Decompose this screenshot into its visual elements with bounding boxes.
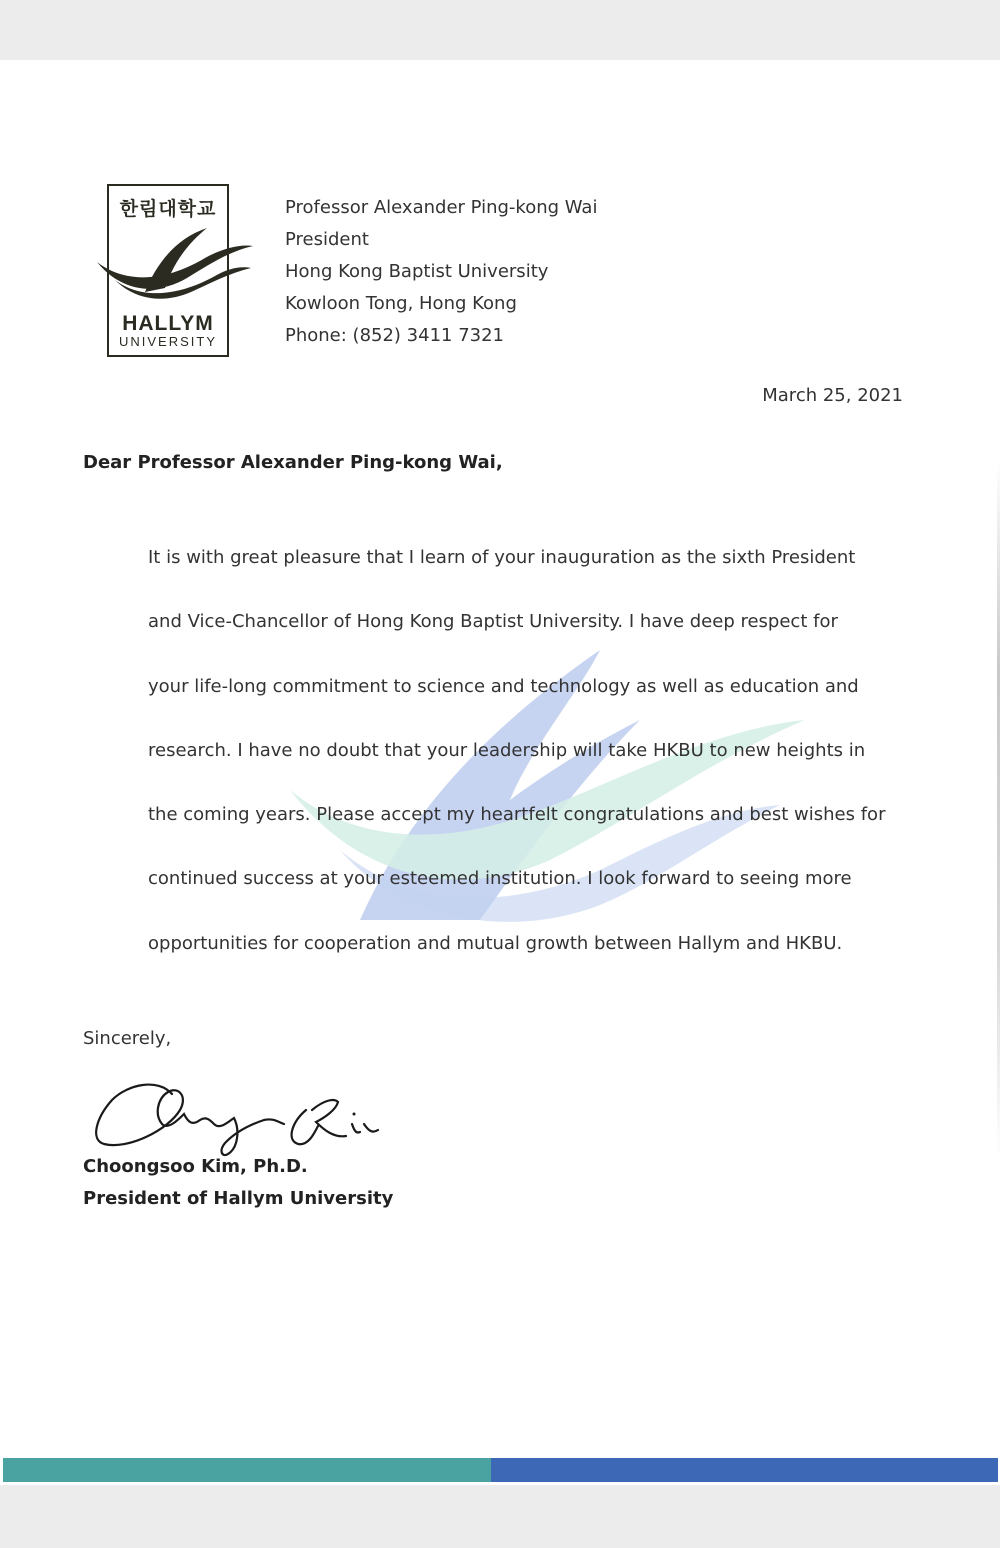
logo-subtitle: UNIVERSITY: [118, 334, 217, 349]
handwritten-signature-icon: [88, 1070, 388, 1160]
hallym-wave-logo-icon: [95, 222, 255, 306]
logo-name: HALLYM: [122, 312, 214, 335]
body-line: and Vice-Chancellor of Hong Kong Baptist University. I have deep respect for: [148, 611, 838, 633]
recipient-institution: Hong Kong Baptist University: [285, 261, 549, 282]
body-line: opportunities for cooperation and mutual growth between Hallym and HKBU.: [148, 932, 843, 954]
hallym-logo: [107, 184, 229, 357]
recipient-phone: Phone: (852) 3411 7321: [285, 325, 505, 346]
logo-korean-text: 한림대학교: [119, 198, 217, 220]
body-line: your life-long commitment to science and technology as well as education and: [148, 675, 859, 697]
letter-date: March 25, 2021: [762, 385, 903, 406]
body-line: research. I have no doubt that your leadership will take HKBU to new heights in: [148, 739, 866, 761]
footer-color-bar: [3, 1458, 998, 1482]
footer-bar-teal: [3, 1458, 491, 1482]
signer-name: Choongsoo Kim, Ph.D.: [83, 1156, 308, 1177]
footer-bar-blue: [491, 1458, 998, 1482]
recipient-title: President: [285, 229, 369, 250]
salutation: Dear Professor Alexander Ping-kong Wai,: [83, 452, 503, 473]
closing: Sincerely,: [83, 1028, 172, 1049]
letter-page: [0, 60, 1000, 1485]
body-line: It is with great pleasure that I learn of your inauguration as the sixth President: [148, 547, 856, 568]
body-line: the coming years. Please accept my heartfelt congratulations and best wishes for: [148, 804, 886, 826]
recipient-name: Professor Alexander Ping-kong Wai: [285, 197, 598, 218]
recipient-location: Kowloon Tong, Hong Kong: [285, 293, 517, 314]
recipient-address: [285, 192, 597, 352]
body-line: continued success at your esteemed institution. I look forward to seeing more: [148, 868, 852, 890]
letter-body: [148, 540, 886, 990]
signer-title: President of Hallym University: [83, 1188, 394, 1209]
